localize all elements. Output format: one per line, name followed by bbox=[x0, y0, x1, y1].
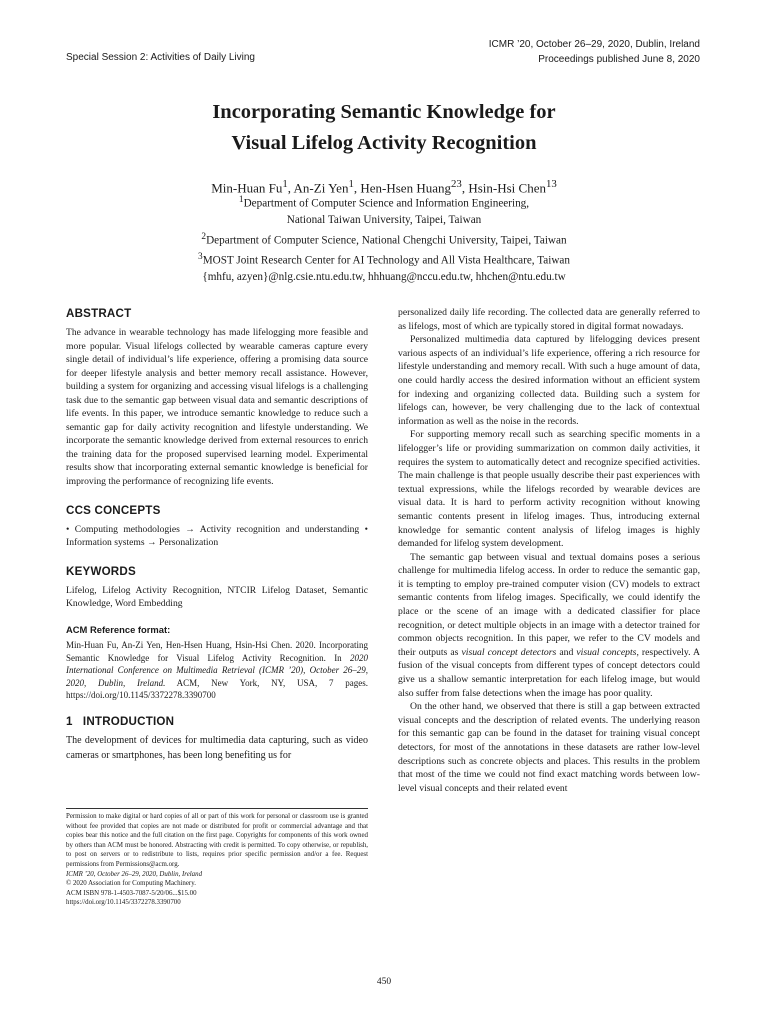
affiliations bbox=[0, 192, 768, 285]
ccs-text: • Computing methodologies → Activity recognition and understanding • Information systems → Personalization bbox=[66, 523, 368, 549]
left-column bbox=[66, 306, 368, 763]
permission-text: Permission to make digital or hard copies of all or part of this work for personal or classroom use is granted without fee provided that copies are not made or distributed for profit or commercial advantage and that copies bear this notice and the full citation on the first page. Copyrights for components of this work owned by others than ACM must be honored. Abstracting with credit is permitted. To copy otherwise, or republish, to post on servers or to redistribute to lists, requires prior specific permission and/or a fee. Request permissions from Permissions@acm.org. bbox=[66, 813, 368, 868]
italic-term: visual concept detectors bbox=[461, 646, 557, 658]
author-sup: 1 bbox=[282, 178, 288, 190]
body-paragraph: personalized daily life recording. The collected data are generally referred to as lifelogs, most of which are typically stored in digital format nowadays. bbox=[398, 307, 700, 332]
permission-copyright: © 2020 Association for Computing Machinery. bbox=[66, 880, 196, 888]
permission-isbn: ACM ISBN 978-1-4503-7087-5/20/06...$15.00 bbox=[66, 889, 197, 897]
page-number: 450 bbox=[376, 977, 392, 987]
acm-reference-heading: ACM Reference format: bbox=[66, 623, 171, 635]
affil-text: Department of Computer Science and Information Engineering, bbox=[243, 197, 530, 210]
permission-conf bbox=[66, 870, 368, 880]
author-name: Hsin-Hsi Chen bbox=[468, 180, 546, 196]
affiliation-3 bbox=[0, 249, 768, 269]
author-list: Min-Huan Fu$^1$, An-Zi Yen$^1$, Hen-Hsen Huang$^{23}$, Hsin-Hsi Chen$^{13}$ bbox=[211, 178, 557, 196]
header-conference: ICMR ’20, October 26–29, 2020, Dublin, Ireland bbox=[488, 39, 700, 50]
affiliation-1-cont: National Taiwan University, Taipei, Taiwan bbox=[286, 214, 482, 227]
section-title: INTRODUCTION bbox=[82, 715, 175, 729]
author-name: Hen-Hsen Huang bbox=[360, 180, 451, 196]
title-line-2: Visual Lifelog Activity Recognition bbox=[231, 132, 537, 154]
italic-term: visual concepts bbox=[576, 646, 637, 658]
permission-block bbox=[66, 808, 368, 908]
affiliation-2 bbox=[0, 229, 768, 249]
abstract-heading: ABSTRACT bbox=[66, 307, 132, 320]
abstract-text: The advance in wearable technology has made lifelogging more feasible and more popular. Visual lifelogs collected by wearable cameras capture every single detail of individual’s life experience, offering a promising data source for deeper lifestyle analysis and better memory recall assistance. However, building a system for organizing and accessing visual lifelogs is a challenging task due to the semantic gap between visual data and semantic descriptions of life events. In this paper, we introduce semantic knowledge to reduce such a semantic gap for daily activity recognition and lifestyle understanding. We incorporate the semantic knowledge derived from external resources to enrich the training data for the proposed supervised learning model. Experimental results show that incorporating external semantic knowledge is beneficial for improving the performance of recognizing life events. bbox=[66, 327, 368, 488]
affil-sup: 1 bbox=[238, 195, 244, 205]
affil-text: MOST Joint Research Center for AI Technology and All Vista Healthcare, Taiwan bbox=[202, 254, 570, 267]
text-run: and bbox=[556, 646, 577, 658]
text-run: , respectively. A fusion of the visual concepts from different types of concept detectors could give us a shallow semantic interpretation for each lifelog image, but would also suffer from false detections when the image has poor quality. bbox=[398, 646, 700, 699]
author-sup: 23 bbox=[451, 178, 462, 190]
keywords-heading: KEYWORDS bbox=[66, 564, 136, 578]
title-line-1: Incorporating Semantic Knowledge for bbox=[212, 101, 556, 123]
running-header-left: Special Session 2: Activities of Daily Living bbox=[66, 52, 255, 63]
ref-text: Min-Huan Fu, An-Zi Yen, Hen-Hsen Huang, Hsin-Hsi Chen. 2020. Incorporating Semantic Knowledge for Visual Lifelog Activity Recognition. In bbox=[66, 640, 368, 663]
ccs-heading: CCS CONCEPTS bbox=[66, 503, 161, 517]
author-emails: {mhfu, azyen}@nlg.csie.ntu.edu.tw, hhhuang@nccu.edu.tw, hhchen@ntu.edu.tw bbox=[202, 270, 566, 283]
affil-sup: 2 bbox=[201, 231, 207, 242]
header-proceedings: Proceedings published June 8, 2020 bbox=[538, 54, 700, 65]
intro-paragraph: The development of devices for multimedia data capturing, such as video cameras or smartphones, has been long benefiting us for bbox=[66, 735, 368, 761]
permission-doi: https://doi.org/10.1145/3372278.3390700 bbox=[66, 899, 181, 907]
author-sup: 1 bbox=[348, 178, 354, 190]
ref-text: ACM, New York, NY, USA, 7 pages. https://doi.org/10.1145/3372278.3390700 bbox=[66, 677, 368, 700]
author-sup: 13 bbox=[545, 178, 557, 190]
conf-line: ICMR ’20, October 26–29, 2020, Dublin, Ireland bbox=[66, 870, 203, 878]
body-paragraph: For supporting memory recall such as searching specific moments in a lifelogger’s life or providing summarization on common daily activities, it requires the system to automatically detect and recognize specified activities. The main challenge is that people usually describe their past experiences with textual expressions, while the lifelogs recorded by wearable devices are visual data. It is hard to perform activity recognition without knowing semantic contents present in lifelog images. Thus, introducing external knowledge for semantic content analysis of lifelog images is highly demanded for lifelog system development. bbox=[398, 429, 700, 550]
intro-heading bbox=[66, 714, 368, 730]
running-header-right bbox=[489, 37, 700, 67]
author-name: Min-Huan Fu bbox=[211, 180, 283, 196]
affil-sup: 3 bbox=[198, 251, 203, 262]
body-paragraph: On the other hand, we observed that there is still a gap between extracted visual concepts and the description of related events. The underlying reason for this semantic gap can be found in the dataset for training visual concept detectors, for most of the annotations in these datasets are rather low-level descriptions such as concrete objects and places. This results in the problem that most of the time we could not find exact matching words between low-level visual concepts and their related event bbox=[398, 701, 700, 794]
acm-reference bbox=[66, 623, 368, 702]
right-column bbox=[398, 306, 700, 795]
body-paragraph bbox=[398, 551, 700, 701]
keywords-text: Lifelog, Lifelog Activity Recognition, NTCIR Lifelog Dataset, Semantic Knowledge, Word Embedding bbox=[66, 584, 368, 610]
acm-reference-text bbox=[66, 639, 368, 701]
paper-title bbox=[0, 97, 768, 159]
body-paragraph: Personalized multimedia data captured by lifelogging devices present various aspects of an individual’s life experience, offering a rich resource for lifestyle understanding and memory recall. With such a huge amount of data, one could hardly access the desired information without an efficient system for indexing and organizing collected data. Building such a system for lifelogs can, however, be very challenging due to the lack of contextual information as well as the noise in the records. bbox=[398, 334, 700, 427]
author-name: An-Zi Yen bbox=[293, 180, 349, 196]
section-number: 1 bbox=[66, 715, 73, 729]
affil-text: Department of Computer Science, National Chengchi University, Taipei, Taiwan bbox=[206, 234, 567, 247]
affiliation-1 bbox=[0, 192, 768, 212]
ref-venue: 2020 International Conference on Multimedia Retrieval (ICMR ’20), October 26–29, 2020, Dublin, Ireland. bbox=[66, 652, 368, 688]
text-run: The semantic gap between visual and textual domains poses a serious challenge for multimedia lifelog access. In order to reduce the semantic gap, it is tempting to employ pre-trained computer vision (CV) models to extract semantic contents from lifelog images. Specifically, we could identify the place or the scene of an image with a dedicated classifier for place recognition, or detect multiple objects in an image with a detector trained for common objects recognition. In this paper, we refer to the CV models and their outputs as bbox=[398, 551, 700, 658]
